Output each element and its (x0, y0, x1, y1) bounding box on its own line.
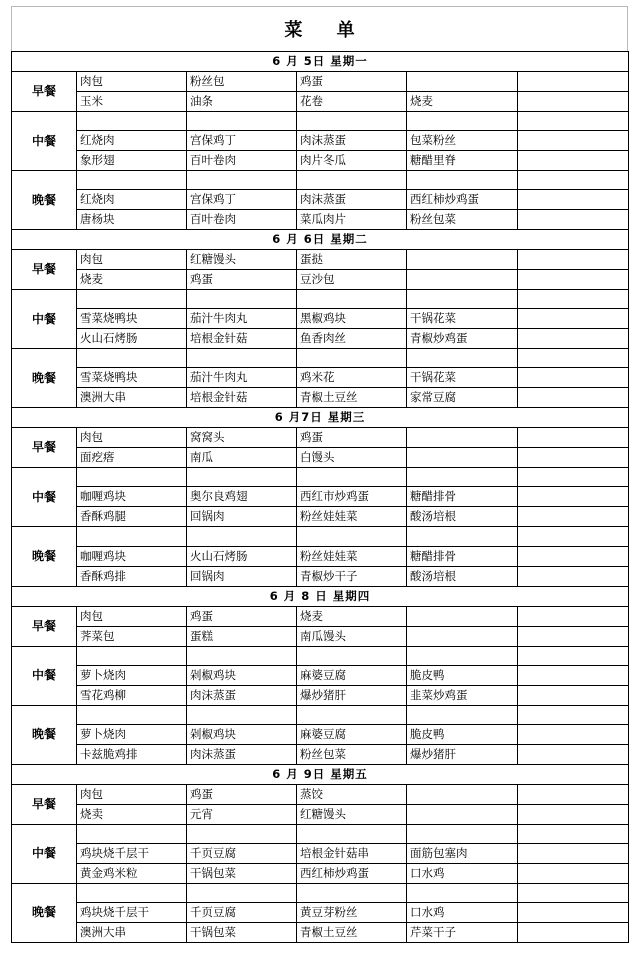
dish-cell: 千页豆腐 (187, 902, 297, 922)
meal-label: 早餐 (12, 606, 77, 646)
menu-row (12, 744, 629, 764)
dish-cell (407, 428, 518, 448)
dish-cell: 黑椒鸡块 (297, 309, 407, 329)
dish-cell (518, 290, 629, 309)
meal-label: 晚餐 (12, 705, 77, 764)
dish-cell: 萝卜烧肉 (77, 724, 187, 744)
dish-cell: 烧麦 (407, 92, 518, 112)
dish-cell: 糖醋里脊 (407, 151, 518, 171)
dish-cell (518, 843, 629, 863)
day-header-row (12, 52, 629, 72)
dish-cell: 茄汁牛肉丸 (187, 368, 297, 388)
meal-label: 中餐 (12, 112, 77, 171)
day-header: 6 月7日 星期三 (12, 408, 629, 428)
dish-cell: 培根金针菇 (187, 388, 297, 408)
dish-cell (407, 250, 518, 270)
dish-cell (518, 349, 629, 368)
dish-cell: 豆沙包 (297, 270, 407, 290)
meal-label: 晚餐 (12, 527, 77, 586)
menu-row (12, 843, 629, 863)
dish-cell (518, 883, 629, 902)
menu-row (12, 151, 629, 171)
dish-cell: 脆皮鸭 (407, 724, 518, 744)
menu-row (12, 171, 629, 190)
dish-cell (518, 705, 629, 724)
dish-cell (297, 705, 407, 724)
dish-cell: 粉丝包菜 (407, 210, 518, 230)
menu-row (12, 190, 629, 210)
dish-cell: 西红市炒鸡蛋 (297, 487, 407, 507)
dish-cell: 鸡块烧千层干 (77, 902, 187, 922)
dish-cell (407, 804, 518, 824)
day-header-row (12, 408, 629, 428)
dish-cell (407, 784, 518, 804)
menu-row (12, 72, 629, 92)
dish-cell (407, 705, 518, 724)
dish-cell: 酸汤培根 (407, 507, 518, 527)
menu-row (12, 685, 629, 705)
dish-cell: 黄金鸡米粒 (77, 863, 187, 883)
dish-cell (187, 646, 297, 665)
dish-cell: 青椒炒干子 (297, 566, 407, 586)
dish-cell: 肉包 (77, 606, 187, 626)
dish-cell (187, 883, 297, 902)
menu-row (12, 92, 629, 112)
dish-cell (518, 309, 629, 329)
dish-cell: 百叶卷肉 (187, 151, 297, 171)
dish-cell: 鸡蛋 (297, 72, 407, 92)
dish-cell (187, 349, 297, 368)
menu-row (12, 784, 629, 804)
dish-cell (77, 290, 187, 309)
menu-row (12, 270, 629, 290)
menu-row (12, 112, 629, 131)
dish-cell (407, 349, 518, 368)
dish-cell (77, 824, 187, 843)
menu-sheet (11, 6, 628, 943)
dish-cell: 烧卖 (77, 804, 187, 824)
meal-label: 中餐 (12, 824, 77, 883)
menu-row (12, 863, 629, 883)
dish-cell: 肉包 (77, 72, 187, 92)
dish-cell (518, 468, 629, 487)
meal-label: 早餐 (12, 250, 77, 290)
dish-cell (407, 646, 518, 665)
dish-cell: 蛋挞 (297, 250, 407, 270)
dish-cell: 包菜粉丝 (407, 131, 518, 151)
dish-cell (518, 863, 629, 883)
dish-cell: 脆皮鸭 (407, 665, 518, 685)
dish-cell (297, 290, 407, 309)
dish-cell (518, 824, 629, 843)
dish-cell: 鸡蛋 (187, 270, 297, 290)
dish-cell: 麻婆豆腐 (297, 724, 407, 744)
menu-row (12, 902, 629, 922)
dish-cell (518, 685, 629, 705)
meal-label: 早餐 (12, 428, 77, 468)
dish-cell (407, 606, 518, 626)
dish-cell: 百叶卷肉 (187, 210, 297, 230)
dish-cell: 窝窝头 (187, 428, 297, 448)
dish-cell (518, 724, 629, 744)
day-header: 6 月 9日 星期五 (12, 764, 629, 784)
dish-cell (407, 72, 518, 92)
menu-row (12, 290, 629, 309)
menu-row (12, 507, 629, 527)
dish-cell (187, 824, 297, 843)
dish-cell: 粉丝包 (187, 72, 297, 92)
dish-cell: 唐杨块 (77, 210, 187, 230)
dish-cell: 口水鸡 (407, 863, 518, 883)
dish-cell (187, 527, 297, 546)
dish-cell (407, 290, 518, 309)
dish-cell: 鱼香肉丝 (297, 329, 407, 349)
meal-label: 晚餐 (12, 171, 77, 230)
dish-cell: 香酥鸡腿 (77, 507, 187, 527)
day-header-row (12, 230, 629, 250)
dish-cell: 剁椒鸡块 (187, 665, 297, 685)
dish-cell: 烧麦 (77, 270, 187, 290)
dish-cell: 南瓜馒头 (297, 626, 407, 646)
dish-cell: 肉包 (77, 250, 187, 270)
dish-cell: 干锅包菜 (187, 863, 297, 883)
dish-cell: 麻婆豆腐 (297, 665, 407, 685)
menu-row (12, 527, 629, 546)
dish-cell: 白馒头 (297, 448, 407, 468)
day-header: 6 月 6日 星期二 (12, 230, 629, 250)
dish-cell (518, 902, 629, 922)
dish-cell (407, 468, 518, 487)
dish-cell: 宫保鸡丁 (187, 190, 297, 210)
dish-cell (518, 428, 629, 448)
dish-cell: 粉丝娃娃菜 (297, 507, 407, 527)
menu-title: 菜 单 (284, 20, 369, 41)
menu-row (12, 665, 629, 685)
dish-cell (518, 329, 629, 349)
dish-cell (77, 349, 187, 368)
dish-cell: 肉沫蒸蛋 (187, 744, 297, 764)
dish-cell: 奥尔良鸡翅 (187, 487, 297, 507)
dish-cell (518, 210, 629, 230)
dish-cell: 元宵 (187, 804, 297, 824)
meal-label: 中餐 (12, 646, 77, 705)
dish-cell: 烧麦 (297, 606, 407, 626)
dish-cell: 澳洲大串 (77, 922, 187, 942)
dish-cell: 剁椒鸡块 (187, 724, 297, 744)
dish-cell (518, 131, 629, 151)
dish-cell (518, 922, 629, 942)
meal-label: 中餐 (12, 468, 77, 527)
dish-cell: 鸡蛋 (187, 784, 297, 804)
dish-cell: 香酥鸡排 (77, 566, 187, 586)
dish-cell: 花卷 (297, 92, 407, 112)
dish-cell: 青椒土豆丝 (297, 388, 407, 408)
dish-cell: 青椒炒鸡蛋 (407, 329, 518, 349)
dish-cell (518, 112, 629, 131)
dish-cell (407, 171, 518, 190)
meal-label: 早餐 (12, 72, 77, 112)
dish-cell (187, 171, 297, 190)
dish-cell (77, 468, 187, 487)
menu-row (12, 724, 629, 744)
menu-row (12, 428, 629, 448)
dish-cell (518, 151, 629, 171)
dish-cell: 西红柿炒鸡蛋 (297, 863, 407, 883)
dish-cell: 培根金针菇串 (297, 843, 407, 863)
dish-cell (187, 290, 297, 309)
dish-cell: 面筋包塞肉 (407, 843, 518, 863)
menu-row (12, 487, 629, 507)
dish-cell (407, 824, 518, 843)
dish-cell: 培根金针菇 (187, 329, 297, 349)
dish-cell (518, 92, 629, 112)
menu-row (12, 368, 629, 388)
dish-cell (518, 527, 629, 546)
dish-cell (297, 468, 407, 487)
menu-row (12, 804, 629, 824)
dish-cell: 黄豆芽粉丝 (297, 902, 407, 922)
dish-cell: 回锅肉 (187, 507, 297, 527)
dish-cell: 西红柿炒鸡蛋 (407, 190, 518, 210)
menu-row (12, 329, 629, 349)
dish-cell: 红烧肉 (77, 190, 187, 210)
dish-cell: 干锅花菜 (407, 309, 518, 329)
dish-cell (518, 171, 629, 190)
menu-row (12, 131, 629, 151)
dish-cell: 韭菜炒鸡蛋 (407, 685, 518, 705)
dish-cell (187, 705, 297, 724)
dish-cell: 象形翅 (77, 151, 187, 171)
menu-row (12, 250, 629, 270)
dish-cell (297, 527, 407, 546)
meal-label: 中餐 (12, 290, 77, 349)
dish-cell: 糖醋排骨 (407, 487, 518, 507)
dish-cell (518, 784, 629, 804)
dish-cell: 肉包 (77, 784, 187, 804)
dish-cell: 火山石烤肠 (187, 546, 297, 566)
dish-cell (407, 883, 518, 902)
meal-label: 晚餐 (12, 883, 77, 942)
dish-cell (77, 527, 187, 546)
dish-cell: 口水鸡 (407, 902, 518, 922)
dish-cell: 咖喱鸡块 (77, 487, 187, 507)
dish-cell (297, 112, 407, 131)
dish-cell: 雪菜烧鸭块 (77, 368, 187, 388)
dish-cell: 家常豆腐 (407, 388, 518, 408)
menu-row (12, 468, 629, 487)
dish-cell: 咖喱鸡块 (77, 546, 187, 566)
day-header-row (12, 586, 629, 606)
dish-cell (77, 883, 187, 902)
dish-cell (518, 546, 629, 566)
dish-cell (518, 665, 629, 685)
dish-cell (297, 171, 407, 190)
menu-table (11, 51, 629, 943)
dish-cell: 蒸饺 (297, 784, 407, 804)
dish-cell: 雪菜烧鸭块 (77, 309, 187, 329)
menu-row (12, 606, 629, 626)
dish-cell: 鸡蛋 (297, 428, 407, 448)
dish-cell: 爆炒猪肝 (407, 744, 518, 764)
dish-cell (77, 705, 187, 724)
dish-cell (518, 190, 629, 210)
dish-cell: 肉片冬瓜 (297, 151, 407, 171)
dish-cell: 雪花鸡柳 (77, 685, 187, 705)
dish-cell: 千页豆腐 (187, 843, 297, 863)
dish-cell: 肉沫蒸蛋 (187, 685, 297, 705)
menu-row (12, 883, 629, 902)
dish-cell (77, 112, 187, 131)
dish-cell: 红烧肉 (77, 131, 187, 151)
dish-cell: 芹菜干子 (407, 922, 518, 942)
dish-cell (297, 646, 407, 665)
dish-cell: 肉沫蒸蛋 (297, 190, 407, 210)
dish-cell: 卡兹脆鸡排 (77, 744, 187, 764)
day-header-row (12, 764, 629, 784)
dish-cell (297, 883, 407, 902)
dish-cell: 肉包 (77, 428, 187, 448)
dish-cell (407, 527, 518, 546)
dish-cell: 油条 (187, 92, 297, 112)
dish-cell: 糖醋排骨 (407, 546, 518, 566)
dish-cell: 粉丝娃娃菜 (297, 546, 407, 566)
dish-cell: 酸汤培根 (407, 566, 518, 586)
dish-cell: 火山石烤肠 (77, 329, 187, 349)
menu-row (12, 210, 629, 230)
dish-cell: 菜瓜肉片 (297, 210, 407, 230)
meal-label: 早餐 (12, 784, 77, 824)
dish-cell (297, 349, 407, 368)
dish-cell (518, 507, 629, 527)
meal-label: 晚餐 (12, 349, 77, 408)
dish-cell (77, 171, 187, 190)
dish-cell (518, 566, 629, 586)
dish-cell: 爆炒猪肝 (297, 685, 407, 705)
dish-cell (518, 250, 629, 270)
menu-row (12, 448, 629, 468)
dish-cell: 南瓜 (187, 448, 297, 468)
dish-cell: 红糖馒头 (187, 250, 297, 270)
dish-cell: 干锅花菜 (407, 368, 518, 388)
dish-cell: 鸡块烧千层干 (77, 843, 187, 863)
menu-row (12, 705, 629, 724)
dish-cell (518, 626, 629, 646)
day-header: 6 月 5日 星期一 (12, 52, 629, 72)
menu-row (12, 388, 629, 408)
dish-cell: 鸡蛋 (187, 606, 297, 626)
dish-cell: 干锅包菜 (187, 922, 297, 942)
menu-row (12, 824, 629, 843)
dish-cell (518, 72, 629, 92)
dish-cell (407, 270, 518, 290)
dish-cell (518, 646, 629, 665)
dish-cell (407, 626, 518, 646)
menu-row (12, 546, 629, 566)
dish-cell (518, 744, 629, 764)
dish-cell (187, 112, 297, 131)
dish-cell: 青椒土豆丝 (297, 922, 407, 942)
dish-cell (518, 606, 629, 626)
dish-cell: 宫保鸡丁 (187, 131, 297, 151)
dish-cell: 萝卜烧肉 (77, 665, 187, 685)
dish-cell: 玉米 (77, 92, 187, 112)
dish-cell (407, 448, 518, 468)
dish-cell: 荠菜包 (77, 626, 187, 646)
dish-cell: 红糖馒头 (297, 804, 407, 824)
menu-row (12, 922, 629, 942)
dish-cell (518, 368, 629, 388)
dish-cell (518, 388, 629, 408)
dish-cell: 澳洲大串 (77, 388, 187, 408)
dish-cell: 粉丝包菜 (297, 744, 407, 764)
dish-cell (518, 804, 629, 824)
dish-cell (407, 112, 518, 131)
dish-cell (518, 270, 629, 290)
dish-cell: 面疙瘩 (77, 448, 187, 468)
menu-row (12, 626, 629, 646)
dish-cell (518, 448, 629, 468)
menu-row (12, 566, 629, 586)
day-header: 6 月 8 日 星期四 (12, 586, 629, 606)
dish-cell: 蛋糕 (187, 626, 297, 646)
dish-cell (297, 824, 407, 843)
dish-cell (187, 468, 297, 487)
dish-cell (77, 646, 187, 665)
menu-row (12, 646, 629, 665)
dish-cell: 回锅肉 (187, 566, 297, 586)
dish-cell: 鸡米花 (297, 368, 407, 388)
dish-cell: 肉沫蒸蛋 (297, 131, 407, 151)
dish-cell: 茄汁牛肉丸 (187, 309, 297, 329)
dish-cell (518, 487, 629, 507)
menu-row (12, 349, 629, 368)
menu-row (12, 309, 629, 329)
title-box (11, 6, 628, 51)
